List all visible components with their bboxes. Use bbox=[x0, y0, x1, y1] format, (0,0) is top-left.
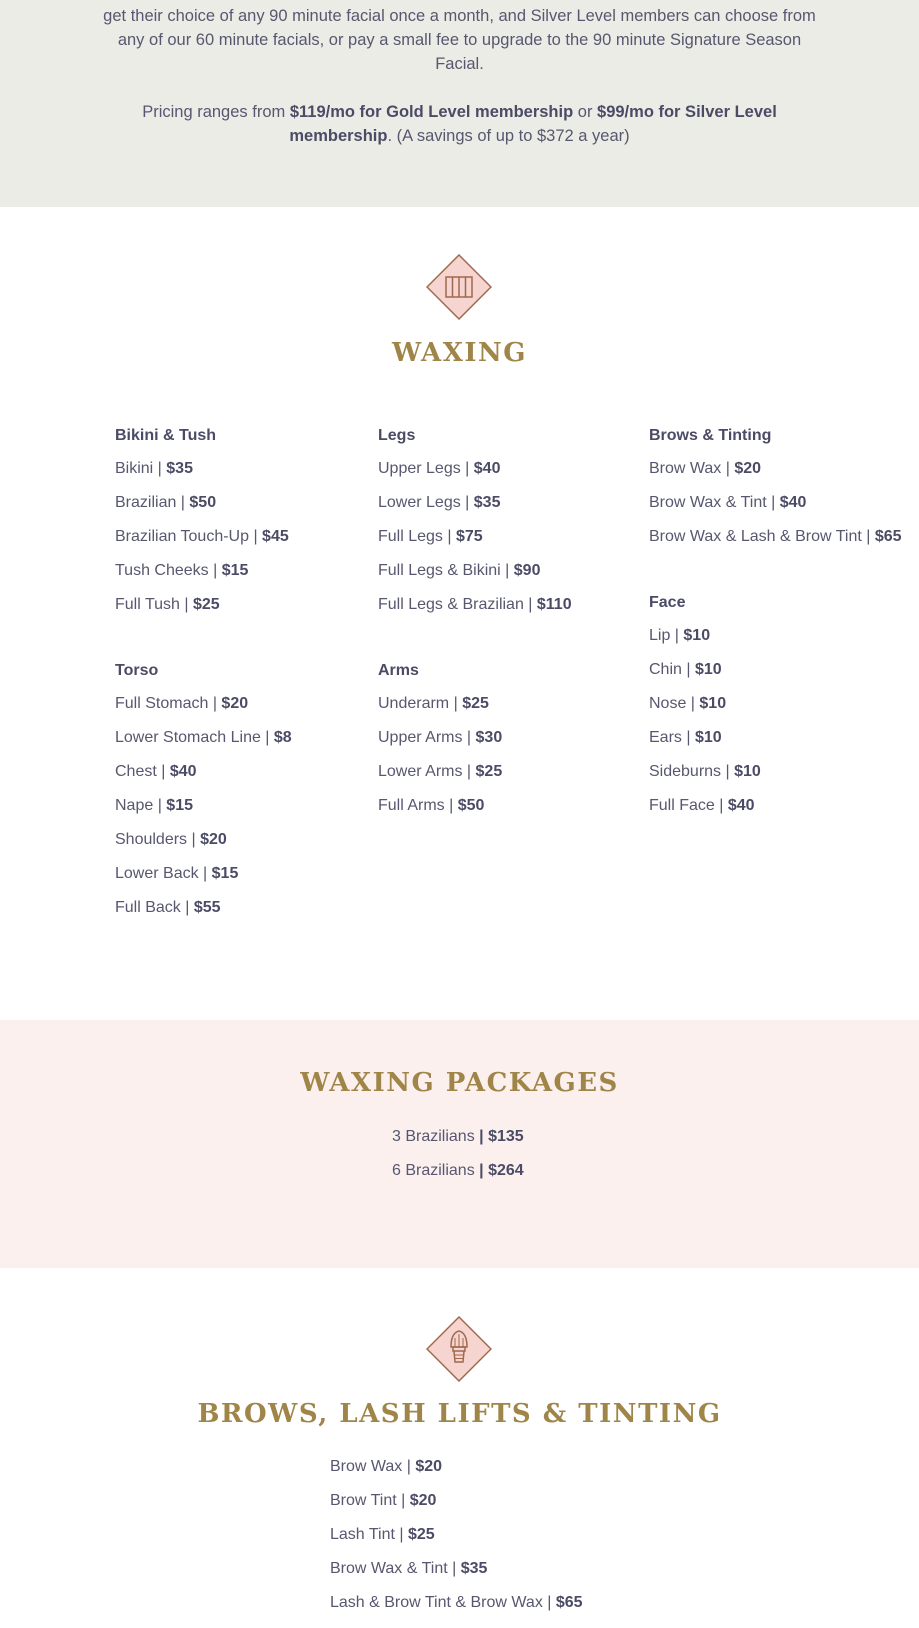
membership-line-2: any of our 60 minute facials, or pay a small fee to upgrade to the 90 minute Signature Season bbox=[117, 31, 802, 49]
service-price: $15 bbox=[166, 797, 193, 814]
price-item bbox=[115, 460, 193, 478]
price-item bbox=[649, 695, 726, 713]
service-name: Nose | bbox=[649, 695, 700, 712]
silver-price-line-1: $99/mo for Silver Level bbox=[597, 103, 777, 121]
pricing-suffix: . (A savings of up to $372 a year) bbox=[387, 127, 630, 145]
membership-pricing bbox=[90, 100, 829, 148]
service-name: Nape | bbox=[115, 797, 167, 814]
service-name: Brow Tint | bbox=[330, 1492, 410, 1509]
service-price: $35 bbox=[460, 1560, 488, 1577]
service-name: Full Stomach | bbox=[115, 695, 222, 712]
service-name: Lower Arms | bbox=[378, 763, 476, 780]
service-name: Full Back | bbox=[115, 899, 194, 916]
membership-section bbox=[0, 0, 919, 207]
waxing-title: WAXING bbox=[391, 338, 527, 368]
service-name: Underarm | bbox=[378, 695, 463, 712]
price-item bbox=[115, 494, 216, 512]
waxing-packages-section bbox=[0, 1020, 919, 1268]
service-name: Brow Wax & Tint | bbox=[330, 1560, 461, 1577]
price-item bbox=[378, 460, 500, 478]
service-price: $20 bbox=[409, 1492, 437, 1509]
service-price: $55 bbox=[193, 899, 221, 916]
service-price: $8 bbox=[273, 729, 292, 746]
service-price: $75 bbox=[455, 528, 483, 545]
price-item bbox=[649, 661, 722, 679]
service-price: $10 bbox=[694, 729, 722, 746]
price-item bbox=[115, 865, 238, 883]
service-name: Lower Stomach Line | bbox=[115, 729, 274, 746]
price-item bbox=[649, 627, 710, 645]
membership-description bbox=[90, 4, 829, 76]
price-item bbox=[115, 831, 227, 849]
service-name: Chest | bbox=[115, 763, 170, 780]
service-price: $10 bbox=[683, 627, 711, 644]
price-item bbox=[378, 763, 502, 781]
price-item bbox=[649, 528, 902, 546]
price-item bbox=[378, 494, 500, 512]
price-item bbox=[330, 1560, 487, 1578]
group-title: Face bbox=[649, 594, 686, 611]
service-price: $10 bbox=[694, 661, 722, 678]
service-price: $40 bbox=[727, 797, 755, 814]
package-name: 6 Brazilians bbox=[392, 1162, 475, 1179]
service-name: Full Arms | bbox=[378, 797, 458, 814]
price-item bbox=[330, 1492, 436, 1510]
service-name: Upper Legs | bbox=[378, 460, 474, 477]
service-name: Brow Wax | bbox=[649, 460, 735, 477]
wax-strip-icon bbox=[426, 254, 492, 320]
service-price: $40 bbox=[779, 494, 807, 511]
service-price: $50 bbox=[189, 494, 217, 511]
service-name: Lower Back | bbox=[115, 865, 212, 882]
membership-line-3: Facial. bbox=[435, 55, 484, 73]
brows-title: BROWS, LASH LIFTS & TINTING bbox=[197, 1399, 722, 1429]
service-price: $35 bbox=[473, 494, 501, 511]
service-name: Lip | bbox=[649, 627, 684, 644]
price-item bbox=[378, 562, 540, 580]
service-price: $25 bbox=[192, 596, 220, 613]
price-item bbox=[330, 1526, 435, 1544]
service-price: $35 bbox=[166, 460, 193, 477]
pricing-prefix: Pricing ranges from bbox=[142, 103, 290, 121]
price-item bbox=[115, 797, 193, 815]
service-name: Shoulders | bbox=[115, 831, 201, 848]
group-title: Arms bbox=[378, 662, 419, 679]
service-price: $15 bbox=[211, 865, 239, 882]
packages-title: WAXING PACKAGES bbox=[300, 1068, 619, 1098]
price-item bbox=[649, 797, 755, 815]
service-name: Upper Arms | bbox=[378, 729, 476, 746]
service-name: Full Legs & Bikini | bbox=[378, 562, 514, 579]
membership-line-1: get their choice of any 90 minute facial once a month, and Silver Level members can choose from bbox=[103, 7, 816, 25]
price-item bbox=[115, 763, 197, 781]
price-item bbox=[330, 1594, 583, 1612]
service-name: Lash Tint | bbox=[330, 1526, 408, 1543]
service-price: $45 bbox=[262, 528, 289, 545]
service-price: $25 bbox=[475, 763, 503, 780]
service-price: $50 bbox=[457, 797, 485, 814]
package-item bbox=[392, 1128, 524, 1146]
price-item bbox=[378, 729, 502, 747]
service-name: Full Tush | bbox=[115, 596, 193, 613]
price-item bbox=[378, 695, 489, 713]
price-item bbox=[649, 763, 761, 781]
service-name: Lash & Brow Tint & Brow Wax | bbox=[330, 1594, 556, 1611]
price-item bbox=[115, 899, 221, 917]
service-name: Full Legs | bbox=[378, 528, 456, 545]
group-title: Torso bbox=[115, 662, 159, 679]
price-item bbox=[649, 460, 761, 478]
service-name: Brow Wax & Tint | bbox=[649, 494, 780, 511]
package-price: | $135 bbox=[479, 1128, 524, 1145]
service-name: Sideburns | bbox=[649, 763, 735, 780]
service-price: $20 bbox=[415, 1458, 443, 1475]
service-name: Full Legs & Brazilian | bbox=[378, 596, 537, 613]
service-name: Bikini | bbox=[115, 460, 167, 477]
service-name: Brazilian Touch-Up | bbox=[115, 528, 263, 545]
service-price: $20 bbox=[221, 695, 249, 712]
service-name: Ears | bbox=[649, 729, 695, 746]
service-price: $25 bbox=[462, 695, 489, 712]
service-price: $65 bbox=[555, 1594, 583, 1611]
group-title: Brows & Tinting bbox=[649, 427, 772, 444]
service-price: $20 bbox=[200, 831, 227, 848]
service-price: $110 bbox=[536, 596, 572, 613]
service-price: $10 bbox=[699, 695, 727, 712]
price-item bbox=[115, 596, 220, 614]
service-name: Tush Cheeks | bbox=[115, 562, 222, 579]
service-name: Lower Legs | bbox=[378, 494, 474, 511]
price-item bbox=[378, 596, 572, 614]
service-name: Full Face | bbox=[649, 797, 728, 814]
price-item bbox=[378, 797, 484, 815]
service-name: Brow Wax | bbox=[330, 1458, 416, 1475]
package-item bbox=[392, 1162, 524, 1180]
price-item bbox=[649, 494, 806, 512]
service-name: Brow Wax & Lash & Brow Tint | bbox=[649, 528, 875, 545]
price-item bbox=[330, 1458, 442, 1476]
group-title: Bikini & Tush bbox=[115, 427, 217, 444]
package-name: 3 Brazilians bbox=[392, 1128, 475, 1145]
service-name: Chin | bbox=[649, 661, 695, 678]
service-price: $25 bbox=[407, 1526, 435, 1543]
service-price: $40 bbox=[169, 763, 197, 780]
silver-price-line-2: membership bbox=[289, 127, 388, 145]
service-name: Brazilian | bbox=[115, 494, 190, 511]
makeup-brush-icon bbox=[426, 1316, 492, 1382]
pricing-or: or bbox=[573, 103, 598, 121]
package-price: | $264 bbox=[479, 1162, 524, 1179]
price-item bbox=[115, 695, 248, 713]
service-price: $15 bbox=[221, 562, 249, 579]
service-price: $65 bbox=[874, 528, 902, 545]
price-item bbox=[115, 528, 289, 546]
service-price: $20 bbox=[734, 460, 762, 477]
price-item bbox=[649, 729, 722, 747]
group-title: Legs bbox=[378, 427, 416, 444]
service-price: $90 bbox=[513, 562, 541, 579]
service-price: $40 bbox=[473, 460, 501, 477]
price-item bbox=[378, 528, 483, 546]
price-item bbox=[115, 729, 292, 747]
service-price: $10 bbox=[734, 763, 761, 780]
price-item bbox=[115, 562, 248, 580]
gold-price: $119/mo for Gold Level membership bbox=[289, 103, 574, 121]
service-price: $30 bbox=[475, 729, 503, 746]
